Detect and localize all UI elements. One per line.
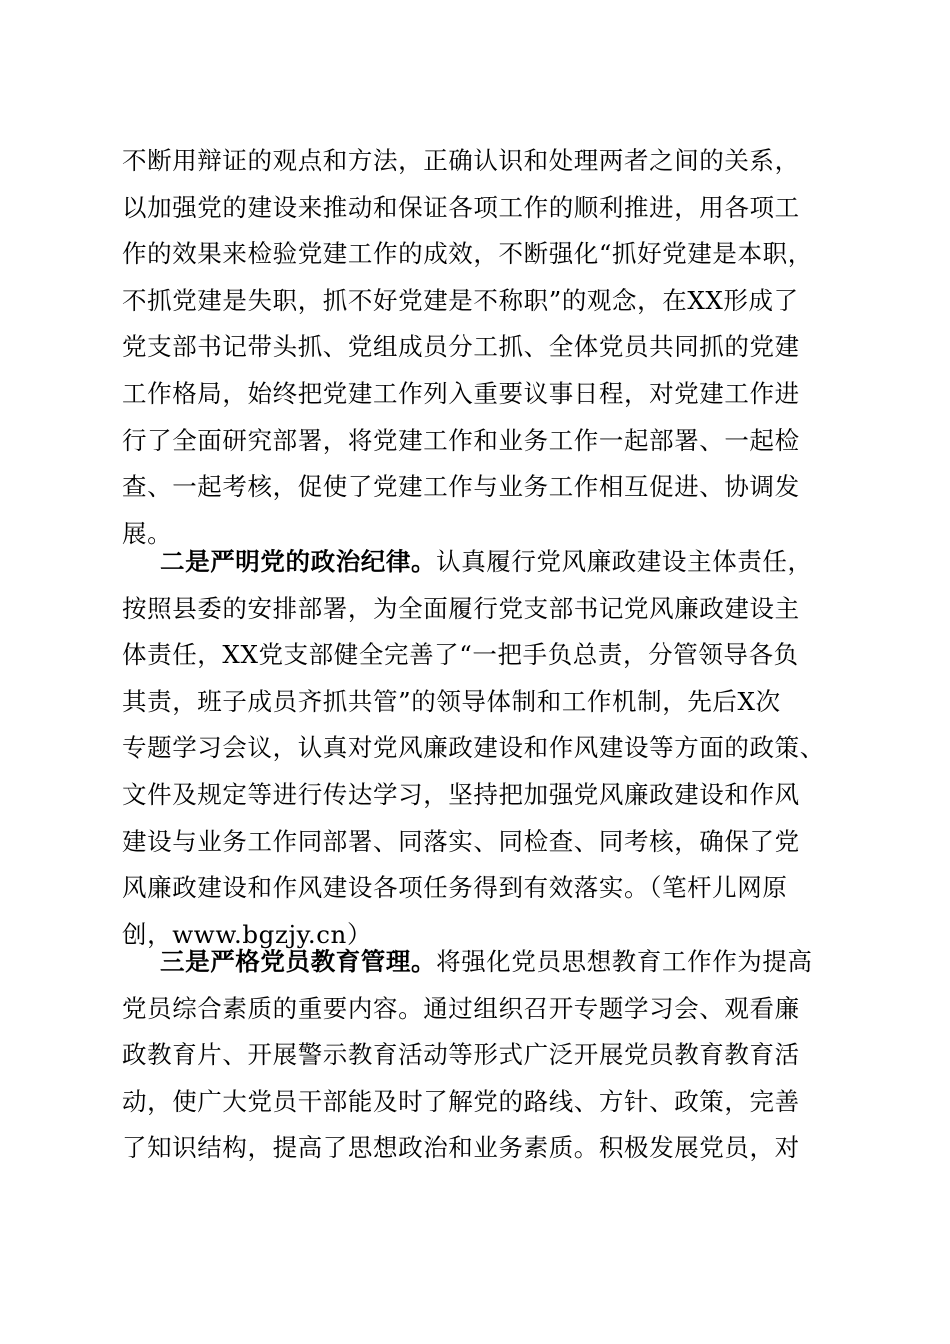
text-line: 党支部书记带头抓、党组成员分工抓、全体党员共同抓的党建 — [122, 332, 800, 362]
text-line: 不断用辩证的观点和方法，正确认识和处理两者之间的关系， — [122, 146, 800, 175]
text-line: 不抓党建是失职，抓不好党建是不称职”的观念，在XX形成了 — [122, 285, 799, 315]
paragraph-first-line-text: 将强化党员思想教育工作作为提高 — [436, 947, 813, 976]
paragraph-first-line — [122, 939, 828, 986]
text-line: 以加强党的建设来推动和保证各项工作的顺利推进，用各项工 — [122, 192, 800, 222]
text-line: 展。 — [122, 518, 173, 548]
paragraph-first-line-text: 认真履行党风廉政建设主体责任， — [436, 547, 813, 576]
text-line: 作的效果来检验党建工作的成效，不断强化“抓好党建是本职， — [122, 239, 813, 269]
paragraph-heading: 三是严格党员教育管理。 — [160, 947, 437, 976]
text-line: 查、一起考核，促使了党建工作与业务工作相互促进、协调发 — [122, 472, 800, 502]
text-line: 其责，班子成员齐抓共管”的领导体制和工作机制，先后X次 — [122, 686, 781, 716]
text-line: 动，使广大党员干部能及时了解党的路线、方针、政策，完善 — [122, 1086, 800, 1116]
paragraph-heading: 二是严明党的政治纪律。 — [160, 547, 437, 576]
text-line: 建设与业务工作同部署、同落实、同检查、同考核，确保了党 — [122, 826, 800, 856]
paragraph-political-discipline — [122, 539, 828, 958]
text-line: 行了全面研究部署，将党建工作和业务工作一起部署、一起检 — [122, 425, 800, 455]
text-line: 了知识结构，提高了思想政治和业务素质。积极发展党员，对 — [122, 1133, 800, 1163]
paragraph-first-line — [122, 539, 828, 586]
text-line: 工作格局，始终把党建工作列入重要议事日程，对党建工作进 — [122, 378, 800, 408]
paragraph-member-education — [122, 939, 828, 1172]
text-line: 文件及规定等进行传达学习，坚持把加强党风廉政建设和作风 — [122, 779, 800, 809]
text-line: 体责任，XX党支部健全完善了“一把手负总责，分管领导各负 — [122, 640, 799, 670]
text-line: 风廉政建设和作风建设各项任务得到有效落实。（笔杆儿网原 — [122, 873, 788, 903]
text-line: 专题学习会议，认真对党风廉政建设和作风建设等方面的政策、 — [122, 733, 825, 763]
text-line: 党员综合素质的重要内容。通过组织召开专题学习会、观看廉 — [122, 993, 800, 1023]
text-line: 按照县委的安排部署，为全面履行党支部书记党风廉政建设主 — [122, 593, 800, 623]
text-line: 政教育片、开展警示教育活动等形式广泛开展党员教育教育活 — [122, 1040, 800, 1070]
paragraph-party-building-pattern — [122, 138, 828, 557]
text-line: 创，www.bgzjy.cn） — [122, 919, 373, 949]
